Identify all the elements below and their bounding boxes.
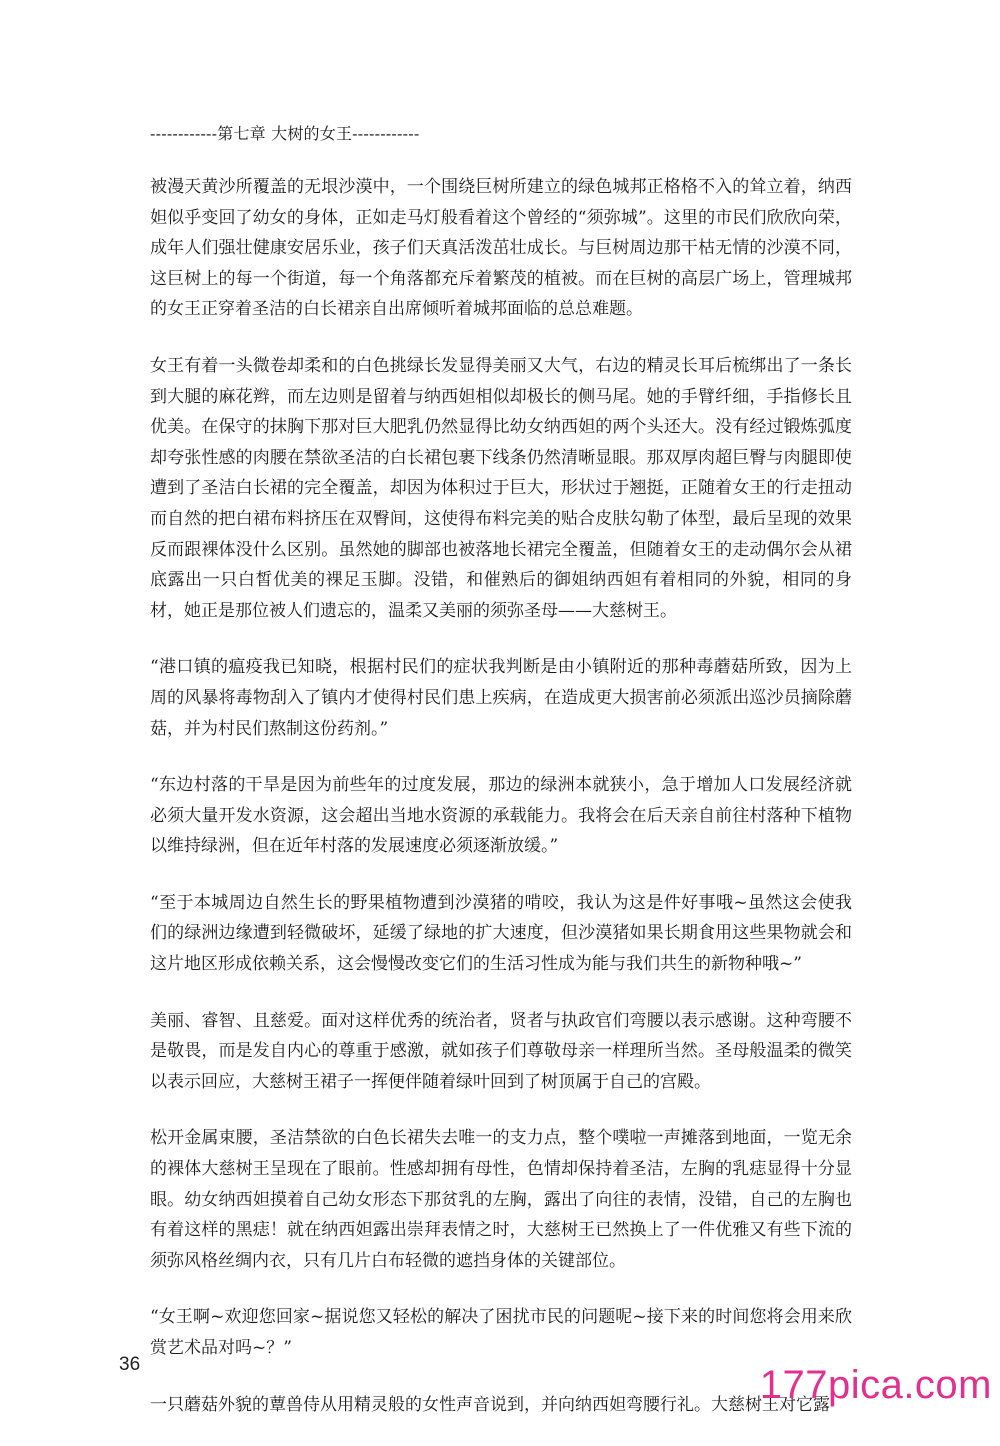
paragraph-4: “东边村落的干旱是因为前些年的过度发展，那边的绿洲本就狭小，急于增加人口发展经济就必须大量开发水资源，这会超出当地水资源的承载能力。我将会在后天亲自前往村落种下植物以维持绿洲，但在近年村落的发展速度必须逐渐放缓。” [150,775,852,857]
paragraph-9: 一只蘑菇外貌的蕈兽侍从用精灵般的女性声音说到，并向纳西妲弯腰行礼。大慈树王对它露 [150,1394,830,1415]
watermark-link[interactable]: 177pica.com [759,1363,992,1407]
paragraph-6: 美丽、睿智、且慈爱。面对这样优秀的统治者，贤者与执政官们弯腰以表示感谢。这种弯腰不是敬畏，而是发自内心的尊重于感激，就如孩子们尊敬母亲一样理所当然。圣母般温柔的微笑以表示回应，大慈树王裙子一挥便伴随着绿叶回到了树顶属于自己的宫殿。 [150,1010,852,1092]
document-page [150,122,852,1446]
paragraph-7: 松开金属束腰，圣洁禁欲的白色长裙失去唯一的支力点，整个噗啦一声摊落到地面，一览无余的裸体大慈树王呈现在了眼前。性感却拥有母性，色情却保持着圣洁，左胸的乳痣显得十分显眼。幼女纳西妲摸着自己幼女形态下那贫乳的左胸，露出了向往的表情，没错，自己的左胸也有着这样的黑痣！就在纳西妲露出崇拜表情之时，大慈树王已然换上了一件优雅又有些下流的须弥风格丝绸内衣，只有几片白布轻微的遮挡身体的关键部位。 [150,1128,852,1271]
paragraph-8: “女王啊~欢迎您回家~据说您又轻松的解决了困扰市民的问题呢~接下来的时间您将会用来欣赏艺术品对吗~？” [150,1307,852,1358]
paragraph-2: 女王有着一头微卷却柔和的白色挑绿长发显得美丽又大气，右边的精灵长耳后梳绑出了一条长到大腿的麻花辫，而左边则是留着与纳西妲相似却极长的侧马尾。她的手臂纤细，手指修长且优美。在保守的抹胸下那对巨大肥乳仍然显得比幼女纳西妲的两个头还大。没有经过锻炼弧度却夸张性感的肉腰在禁欲圣洁的白长裙包裹下线条仍然清晰显眼。那双厚肉超巨臀与肉腿即使遭到了圣洁白长裙的完全覆盖，却因为体积过于巨大，形状过于翘挺，正随着女王的行走扭动而自然的把白裙布料挤压在双臀间，这使得布料完美的贴合皮肤勾勒了体型，最后呈现的效果反而跟裸体没什么区别。虽然她的脚部也被落地长裙完全覆盖，但随着女王的走动偶尔会从裙底露出一只白皙优美的裸足玉脚。没错，和催熟后的御姐纳西妲有着相同的外貌，相同的身材，她正是那位被人们遗忘的，温柔又美丽的须弥圣母——大慈树王。 [150,355,852,621]
paragraph-3: “港口镇的瘟疫我已知晓，根据村民们的症状我判断是由小镇附近的那种毒蘑菇所致，因为上周的风暴将毒物刮入了镇内才使得村民们患上疾病，在造成更大损害前必须派出巡沙员摘除蘑菇，并为村民们熬制这份药剂。” [150,657,852,739]
chapter-title: ------------第七章 大树的女王------------ [150,124,420,143]
page-number: 36 [119,1354,141,1375]
paragraph-1: 被漫天黄沙所覆盖的无垠沙漠中，一个围绕巨树所建立的绿色城邦正格格不入的耸立着，纳西妲似乎变回了幼女的身体，正如走马灯般看着这个曾经的“须弥城”。这里的市民们欣欣向荣，成年人们强壮健康安居乐业，孩子们天真活泼茁壮成长。与巨树周边那干枯无情的沙漠不同，这巨树上的每一个街道，每一个角落都充斥着繁茂的植被。而在巨树的高层广场上，管理城邦的女王正穿着圣洁的白长裙亲自出席倾听着城邦面临的总总难题。 [150,177,852,320]
paragraph-5: “至于本城周边自然生长的野果植物遭到沙漠猪的啃咬，我认为这是件好事哦~虽然这会使我们的绿洲边缘遭到轻微破坏，延缓了绿地的扩大速度，但沙漠猪如果长期食用这些果物就会和这片地区形成依赖关系，这会慢慢改变它们的生活习性成为能与我们共生的新物种哦~” [150,892,852,975]
